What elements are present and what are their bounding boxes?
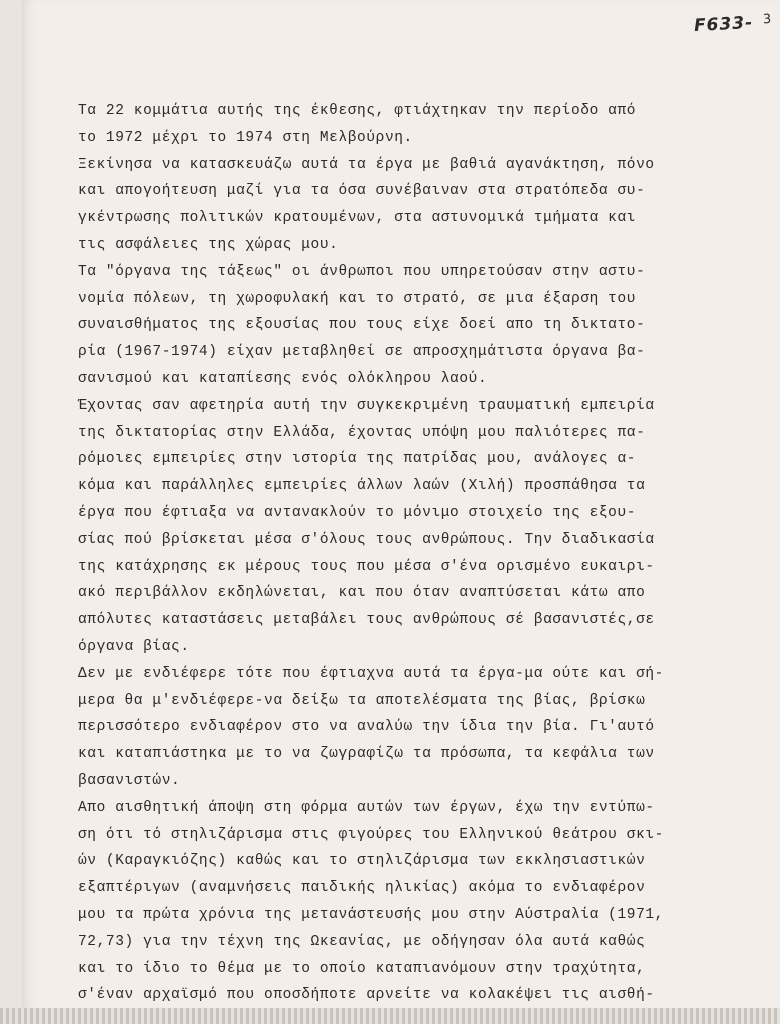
text-line: συναισθήματος της εξουσίας που τους είχε δοεί απο τη δικτατο-	[78, 317, 646, 334]
text-line: Ξεκίνησα να κατασκευάζω αυτά τα έργα με βαθιά αγανάκτηση, πόνο	[78, 156, 655, 173]
typewritten-page	[22, 0, 780, 1010]
text-line: της κατάχρησης εκ μέρους τους που μέσα σ'ένα ορισμένο ευκαιρι-	[78, 558, 655, 575]
text-line: ακό περιβάλλον εκδηλώνεται, και που όταν αναπτύσεται κάτω απο	[78, 585, 646, 602]
text-line: σανισμού και καταπίεσης ενός ολόκληρου λαού.	[78, 370, 488, 387]
text-line: έργα που έφτιαξα να αντανακλούν το μόνιμο στοιχείο της εξου-	[78, 504, 637, 521]
text-line: εξαπτέριγων (αναμνήσεις παιδικής ηλικίας) ακόμα το ενδιαφέρον	[78, 880, 646, 897]
text-line: Δεν με ενδιέφερε τότε που έφτιαχνα αυτά τα έργα-μα ούτε και σή-	[78, 665, 664, 682]
scan-edge	[0, 1008, 780, 1024]
text-line: σ'έναν αρχαϊσμό που οποσδήποτε αρνείτε να κολακέψει τις αισθή-	[78, 987, 655, 1004]
text-line: 72,73) για την τέχνη της Ωκεανίας, με οδήγησαν όλα αυτά καθώς	[78, 933, 646, 950]
page-number: 3	[762, 11, 772, 28]
text-line: το 1972 μέχρι το 1974 στη Μελβούρνη.	[78, 129, 413, 146]
archive-annotation	[694, 12, 772, 36]
archive-reference: F633-	[693, 12, 754, 37]
text-line: κόμα και παράλληλες εμπειρίες άλλων λαών (Χιλή) προσπάθησα τα	[78, 478, 646, 495]
text-line: τις ασφάλειες της χώρας μου.	[78, 236, 339, 253]
text-line: και καταπιάστηκα με το να ζωγραφίζω τα πρόσωπα, τα κεφάλια των	[78, 746, 655, 763]
text-line: βασανιστών.	[78, 772, 181, 789]
text-line: μερα θα μ'ενδιέφερε-να δείξω τα αποτελέσματα της βίας, βρίσκω	[78, 692, 646, 709]
text-line: σίας πού βρίσκεται μέσα σ'όλους τους ανθρώπους. Την διαδικασία	[78, 531, 655, 548]
text-line: ση ότι τό στηλιζάρισμα στις φιγούρες του Ελληνικού θεάτρου σκι-	[78, 826, 664, 843]
text-line: ρόμοιες εμπειρίες στην ιστορία της πατρίδας μου, ανάλογες α-	[78, 451, 637, 468]
text-line: Έχοντας σαν αφετηρία αυτή την συγκεκριμένη τραυματική εμπειρία	[78, 397, 655, 414]
text-line: και απογοήτευση μαζί για τα όσα συνέβαιναν στα στρατόπεδα συ-	[78, 183, 646, 200]
text-line: ών (Καραγκιόζης) καθώς και το στηλιζάρισμα των εκκλησιαστικών	[78, 853, 646, 870]
text-line: της δικτατορίας στην Ελλάδα, έχοντας υπόψη μου παλιότερες πα-	[78, 424, 646, 441]
text-line: Απο αισθητική άποψη στη φόρμα αυτών των έργων, έχω την εντύπω-	[78, 799, 655, 816]
text-line: απόλυτες καταστάσεις μεταβάλει τους ανθρώπους σέ βασανιστές,σε	[78, 612, 655, 629]
text-line: ρία (1967-1974) είχαν μεταβληθεί σε απροσχημάτιστα όργανα βα-	[78, 344, 646, 361]
text-line: όργανα βίας.	[78, 638, 190, 655]
text-line: Τα 22 κομμάτια αυτής της έκθεσης, φτιάχτηκαν την περίοδο από	[78, 103, 637, 119]
typewritten-text	[78, 98, 778, 1009]
text-line: περισσότερο ενδιαφέρον στο να αναλύω την ίδια την βία. Γι'αυτό	[78, 719, 655, 736]
text-line: γκέντρωσης πολιτικών κρατουμένων, στα αστυνομικά τμήματα και	[78, 210, 637, 227]
text-line: νομία πόλεων, τη χωροφυλακή και το στρατό, σε μια έξαρση του	[78, 290, 637, 307]
text-line: Τα "όργανα της τάξεως" οι άνθρωποι που υπηρετούσαν στην αστυ-	[78, 263, 646, 280]
text-line: μου τα πρώτα χρόνια της μετανάστευσής μου στην Αύστραλία (1971,	[78, 906, 664, 923]
text-line: και το ίδιο το θέμα με το οποίο καταπιανόμουν στην τραχύτητα,	[78, 960, 646, 977]
